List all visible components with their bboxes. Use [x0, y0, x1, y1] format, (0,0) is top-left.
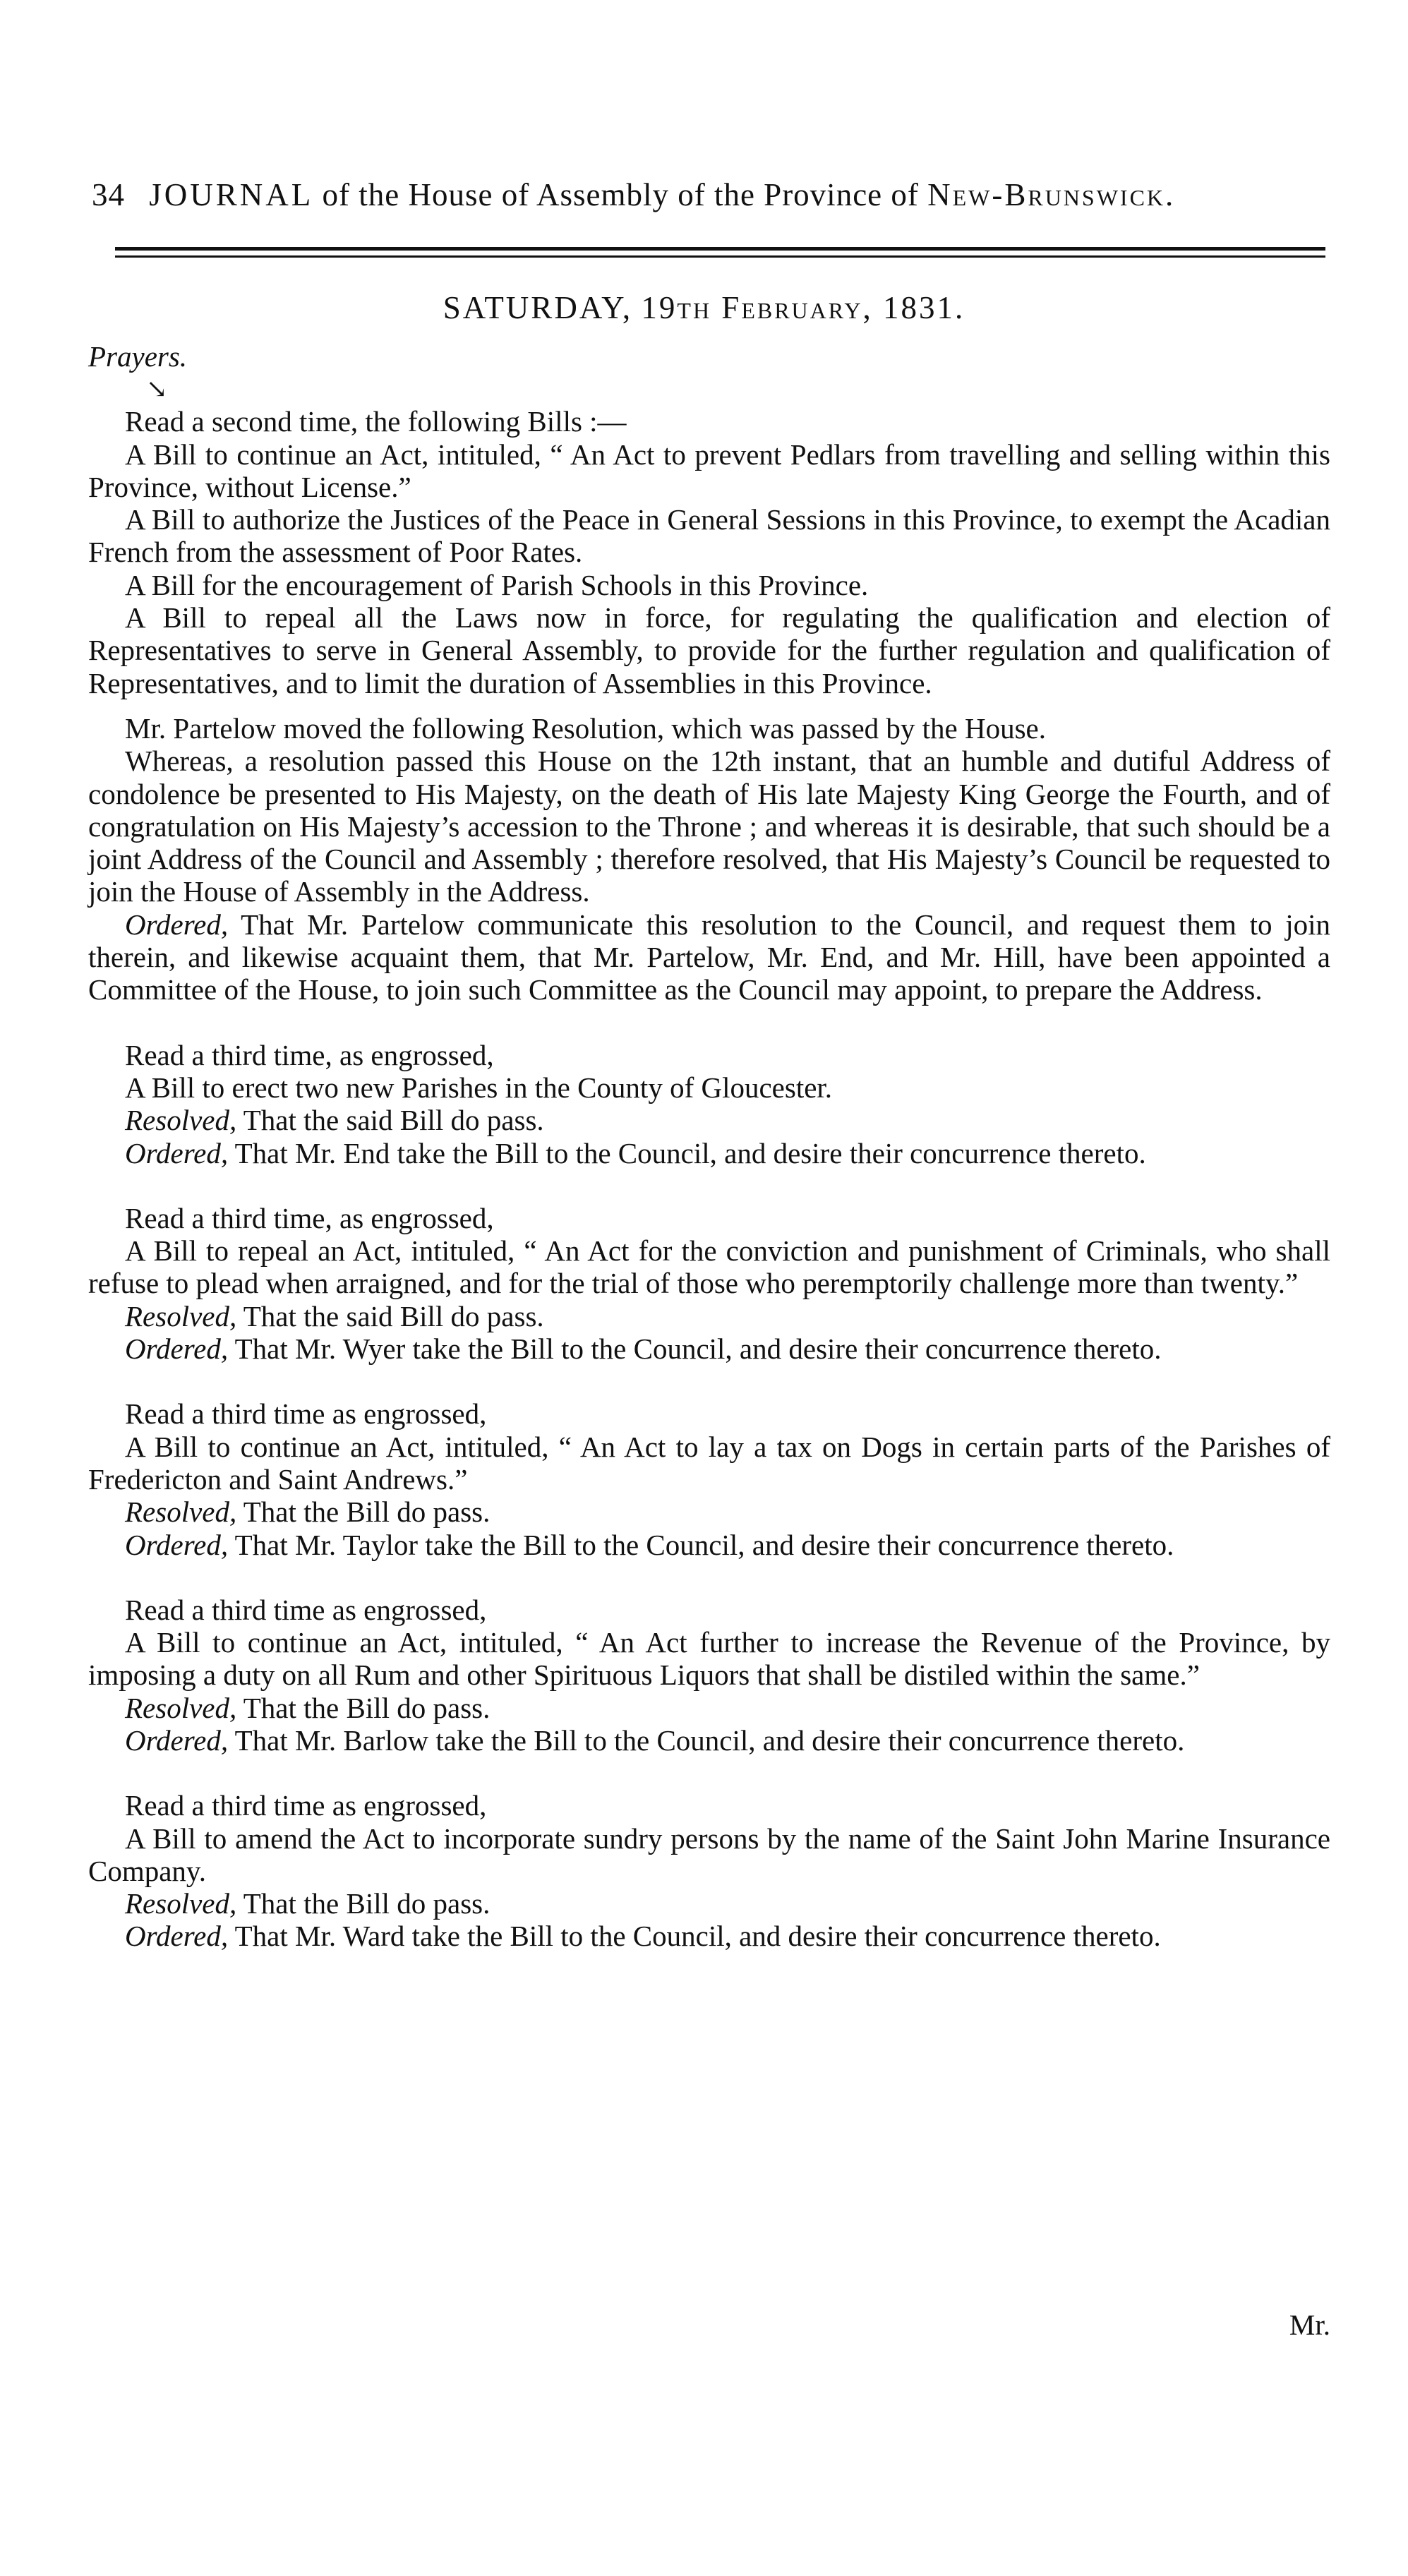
- paragraph: Resolved, That the said Bill do pass.: [125, 1104, 544, 1137]
- paragraph: Read a third time as engrossed,: [125, 1789, 487, 1822]
- paragraph: A Bill to authorize the Justices of the Peace in General Sessions in this Province, to exempt the Acadian French from the assessment of Poor Rates.: [88, 503, 1330, 569]
- paragraph: Resolved, That the Bill do pass.: [125, 1495, 491, 1529]
- paragraph: A Bill to continue an Act, intituled, “ An Act to lay a tax on Dogs in certain parts of the Parishes of Fredericton and Saint Andrews.”: [88, 1430, 1330, 1495]
- paragraph: Resolved, That the said Bill do pass.: [125, 1299, 544, 1332]
- date-text: 19th February, 1831.: [641, 290, 965, 325]
- paragraph: A Bill to repeal all the Laws now in force, for regulating the qualification and election of Representatives to serve in General Assembly, to provide for the further regulation and qualification of Representatives, and to limit the duration of Assemblies in this Province.: [88, 601, 1330, 699]
- prayers-line: Prayers.: [88, 340, 188, 373]
- paragraph: Read a third time, as engrossed,: [125, 1201, 494, 1234]
- paragraph: Ordered, That Mr. Wyer take the Bill to the Council, and desire their concurrence thereto.: [125, 1332, 1162, 1366]
- paragraph: Read a third time as engrossed,: [125, 1593, 487, 1626]
- catchword: Mr.: [1289, 2309, 1330, 2341]
- date-day: SATURDAY,: [443, 290, 633, 325]
- paragraph: A Bill to erect two new Parishes in the County of Gloucester.: [125, 1071, 833, 1104]
- paragraph: A Bill to repeal an Act, intituled, “ An Act for the conviction and punishment of Criminals, who shall refuse to plead when arraigned, and for the trial of those who peremptorily challenge more than twenty.”: [88, 1234, 1330, 1300]
- header-middle: of the House of Assembly of the Province of: [322, 177, 919, 212]
- running-header: [92, 176, 1334, 213]
- paragraph: A Bill to amend the Act to incorporate sundry persons by the name of the Saint John Marine Insurance Company.: [88, 1822, 1330, 1887]
- paragraph: Ordered, That Mr. Taylor take the Bill to the Council, and desire their concurrence thereto.: [125, 1528, 1174, 1561]
- journal-title: JOURNAL: [149, 177, 314, 212]
- paragraph: Resolved, That the Bill do pass.: [125, 1887, 491, 1920]
- paragraph: Read a second time, the following Bills :—: [125, 405, 627, 438]
- paragraph: Read a third time as engrossed,: [125, 1397, 487, 1431]
- header-rule-thick: [115, 247, 1325, 251]
- paragraph: Read a third time, as engrossed,: [125, 1038, 494, 1071]
- paragraph: Ordered, That Mr. Partelow communicate this resolution to the Council, and request them to join therein, and likewise acquaint them, that Mr. Partelow, Mr. End, and Mr. Hill, have been appointed a Committee of the House, to join such Committee as the Council may appoint, to prepare the Address.: [88, 908, 1330, 1006]
- date-heading: [0, 289, 1408, 326]
- header-rule-thin: [115, 255, 1325, 258]
- paragraph: Mr. Partelow moved the following Resolution, which was passed by the House.: [125, 711, 1046, 745]
- page-number: 34: [92, 177, 125, 212]
- paragraph: Resolved, That the Bill do pass.: [125, 1691, 491, 1724]
- paragraph: A Bill to continue an Act, intituled, “ An Act further to increase the Revenue of the Province, by imposing a duty on all Rum and other Spirituous Liquors that shall be distiled within the same.”: [88, 1626, 1330, 1692]
- paragraph: A Bill for the encouragement of Parish Schools in this Province.: [125, 568, 869, 601]
- journal-body: [88, 340, 1330, 1953]
- margin-mark: ↘: [146, 375, 168, 404]
- header-province: New-Brunswick.: [927, 177, 1176, 212]
- paragraph: Ordered, That Mr. Barlow take the Bill to the Council, and desire their concurrence thereto.: [125, 1723, 1185, 1757]
- paragraph: A Bill to continue an Act, intituled, “ An Act to prevent Pedlars from travelling and selling within this Province, without License.”: [88, 438, 1330, 503]
- paragraph: Whereas, a resolution passed this House on the 12th instant, that an humble and dutiful Address of condolence be presented to His Majesty, on the death of His late Majesty King George the Fourth, and of congratulation on His Majesty’s accession to the Throne ; and whereas it is desirable, that such should be a joint Address of the Council and Assembly ; therefore resolved, that His Majesty’s Council be requested to join the House of Assembly in the Address.: [88, 745, 1330, 908]
- paragraph: Ordered, That Mr. Ward take the Bill to the Council, and desire their concurrence thereto.: [125, 1920, 1161, 1953]
- paragraph: Ordered, That Mr. End take the Bill to the Council, and desire their concurrence thereto.: [125, 1136, 1146, 1169]
